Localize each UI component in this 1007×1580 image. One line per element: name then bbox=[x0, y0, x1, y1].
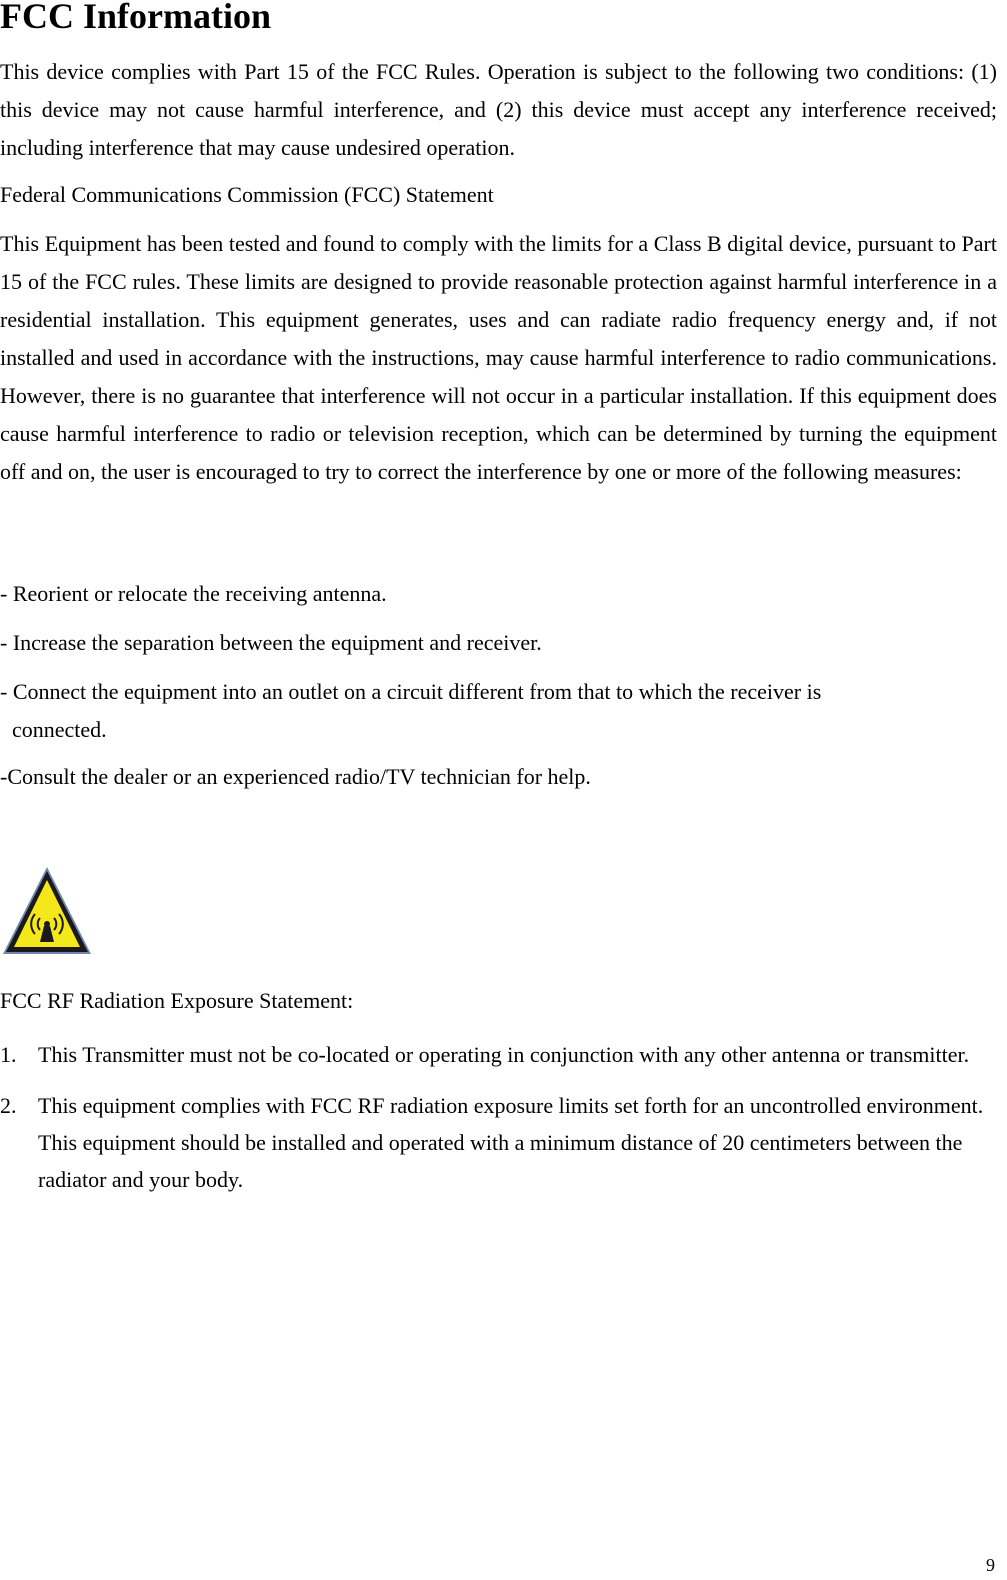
fcc-statement-paragraph: This Equipment has been tested and found to comply with the limits for a Class B digital device, pursuant to Part 15 of the FCC rules. These limits are designed to provide reasonable protection against harmful interference in a residential installation. This equipment generates, uses and can radiate radio frequency energy and, if not installed and used in accordance with the instructions, may cause harmful interference to radio communications. However, there is no guarantee that interference will not occur in a particular installation. If this equipment does cause harmful interference to radio or television reception, which can be determined by turning the equipment off and on, the user is encouraged to try to correct the interference by one or more of the following measures: bbox=[0, 231, 997, 484]
measure-item: -Consult the dealer or an experienced radio/TV technician for help. bbox=[0, 764, 591, 789]
measure-item-continuation: connected. bbox=[12, 717, 107, 742]
list-item bbox=[0, 1036, 997, 1073]
list-item-number: 2. bbox=[0, 1093, 17, 1118]
list-item-text: This Transmitter must not be co-located or operating in conjunction with any other antenna or transmitter. bbox=[38, 1042, 970, 1067]
list-item-number: 1. bbox=[0, 1042, 17, 1067]
rf-exposure-heading: FCC RF Radiation Exposure Statement: bbox=[0, 988, 354, 1013]
measure-item: - Increase the separation between the equipment and receiver. bbox=[0, 630, 542, 655]
page-title: FCC Information bbox=[0, 0, 271, 36]
measure-item: - Reorient or relocate the receiving antenna. bbox=[0, 581, 387, 606]
fcc-statement-heading: Federal Communications Commission (FCC) Statement bbox=[0, 182, 494, 207]
measure-item-line: - Connect the equipment into an outlet on a circuit different from that to which the receiver is bbox=[0, 679, 822, 704]
measure-item bbox=[0, 673, 997, 749]
page-number: 9 bbox=[986, 1555, 995, 1575]
rf-radiation-warning-icon bbox=[0, 864, 94, 958]
list-item-text: This equipment complies with FCC RF radiation exposure limits set forth for an uncontrolled environment. This equipment should be installed and operated with a minimum distance of 20 centimeters between the radiator and your body. bbox=[38, 1093, 984, 1192]
list-item bbox=[0, 1087, 997, 1198]
fcc-intro-paragraph: This device complies with Part 15 of the FCC Rules. Operation is subject to the following two conditions: (1) this device may not cause harmful interference, and (2) this device must accept any interference received; including interference that may cause undesired operation. bbox=[0, 59, 997, 160]
rf-exposure-list bbox=[0, 1036, 997, 1212]
